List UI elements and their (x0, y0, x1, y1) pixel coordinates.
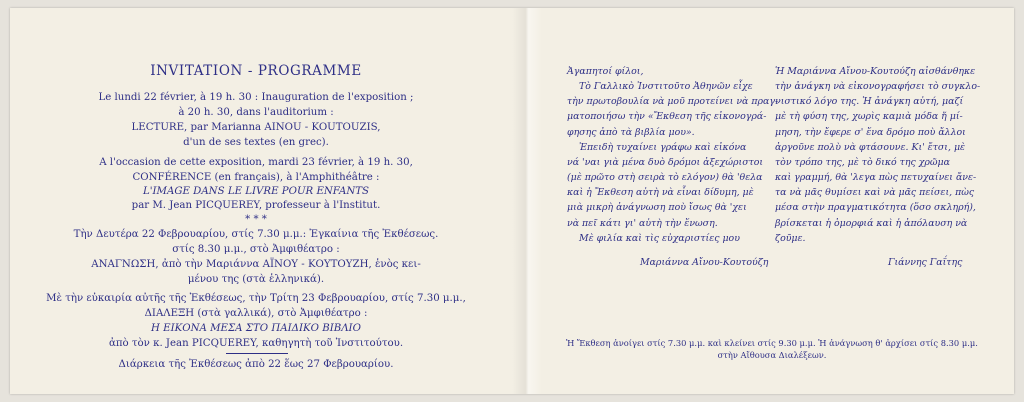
letter-column (567, 64, 778, 246)
gr-line-7: Η ΕΙΚΟΝΑ ΜΕΣΑ ΣΤΟ ΠΑΙΔΙΚΟ ΒΙΒΛΙΟ (151, 323, 361, 334)
invitation-card (10, 8, 1014, 394)
critique-line: μηση, τὴν ἔφερε σ' ἕνα δρόμο ποὺ ἄλλοι (775, 126, 966, 138)
critique-line: τὸν τρόπο της, μὲ τὸ δικό της χρῶμα (775, 156, 950, 168)
fr-line-7: L'IMAGE DANS LE LIVRE POUR ENFANTS (142, 186, 370, 197)
gr-duration: Διάρκεια τῆς Ἐκθέσεως ἀπὸ 22 ἕως 27 Φεβρουαρίου. (118, 359, 394, 370)
signature-marianna: Μαριάννα Αἴνου-Κουτούζη (640, 257, 769, 268)
fr-line-1: Le lundi 22 février, à 19 h. 30 : Inauguration de l'exposition ; (98, 92, 414, 103)
critique-line: μὲ τὴ φύση της, χωρὶς καμιὰ μόδα ἤ μί- (775, 111, 963, 123)
letter-line: Ἀγαπητοί φίλοι, (567, 66, 644, 77)
card-fold (512, 8, 542, 394)
fr-line-6: CONFÉRENCE (en français), à l'Amphithéâtre : (132, 172, 380, 183)
fr-line-5: A l'occasion de cette exposition, mardi 23 février, à 19 h. 30, (99, 157, 413, 168)
programme-title: INVITATION - PROGRAMME (150, 63, 362, 79)
letter-line: Τὸ Γαλλικὸ Ἰνστιτοῦτο Ἀθηνῶν εἶχε (579, 81, 753, 93)
critique-line: τα νὰ μᾶς θυμίσει καὶ νὰ μᾶς πείσει, πὼς (775, 187, 975, 199)
letter-line: νὰ πεῖ κάτι γι' αὐτὴ τὴν ἕνωση. (567, 217, 718, 229)
letter-line: νά 'ναι γιὰ μένα δυὸ δρόμοι ἀξεχώριστοι (567, 156, 764, 168)
gr-line-1: Τὴν Δευτέρα 22 Φεβρουαρίου, στίς 7.30 μ.μ.: Ἐγκαίνια τῆς Ἐκθέσεως. (73, 229, 439, 240)
divider-rule (226, 353, 288, 354)
critique-line: νιστικό λόγο της. Ἡ ἀνάγκη αὐτή, μαζί (775, 96, 964, 108)
letter-line: (μὲ πρῶτο στὴ σειρὰ τὸ ελόγον) θὰ 'θελα (567, 172, 763, 184)
letter-line: ματοποιήσω τὴν «Ἔκθεση τῆς εἰκονογρά- (567, 111, 767, 123)
letter-line: Ἐπειδὴ τυχαίνει γράφω καὶ εἰκόνα (579, 141, 747, 153)
footnote-line-1: Ἡ Ἔκθεση ἀνοίγει στίς 7.30 μ.μ. καὶ κλείνει στίς 9.30 μ.μ. Ἡ ἀνάγνωση θ' ἀρχίσει στίς 8.30 μ.μ. (566, 338, 978, 348)
letter-line: τὴν πρωτοβουλία νὰ μοῦ προτείνει νὰ πραγ- (567, 96, 779, 108)
letter-line: καὶ ἡ Ἔκθεση αὐτὴ νὰ εἶναι δίδυμη, μὲ (567, 187, 754, 199)
separator-stars: * * * (245, 214, 267, 225)
gr-line-4: μένου της (στὰ ἑλληνικά). (187, 274, 325, 285)
gr-line-3: ΑΝΑΓΝΩΣΗ, ἀπὸ τὴν Μαριάννα ΑΪΝΟΥ - ΚΟΥΤΟΥΖΗ, ἑνὸς κει- (91, 259, 421, 270)
fr-line-8: par M. Jean PICQUEREY, professeur à l'Institut. (131, 200, 381, 211)
gr-line-2: στίς 8.30 μ.μ., στὸ Ἀμφιθέατρο : (172, 244, 340, 255)
critique-column (775, 64, 980, 246)
critique-line: ἀργοῦνε πολὺ νὰ φτάσουνε. Κι' ἔτσι, μὲ (775, 141, 966, 153)
letter-line: φησης ἀπὸ τὰ βιβλία μου». (567, 126, 695, 138)
critique-line: μέσα στὴν πραγματικότητα (ὅσο σκληρή), (775, 202, 976, 214)
critique-line: Ἡ Μαριάννα Αἴνου-Κουτούζη αἰσθάνθηκε (775, 66, 976, 77)
gr-line-8: ἀπὸ τὸν κ. Jean PICQUEREY, καθηγητὴ τοῦ Ἰνστιτούτου. (108, 338, 404, 349)
letter-line: Μὲ φιλία καὶ τὶς εὐχαριστίες μου (579, 232, 740, 244)
gr-line-5: Μὲ τὴν εὐκαιρία αὐτῆς τῆς Ἐκθέσεως, τὴν Τρίτη 23 Φεβρουαρίου, στίς 7.30 μ.μ., (46, 293, 466, 304)
fr-line-3: LECTURE, par Marianna AINOU - KOUTOUZIS, (131, 122, 381, 133)
critique-line: ζοῦμε. (775, 232, 806, 244)
gr-line-6: ΔΙΑΛΕΞΗ (στὰ γαλλικά), στὸ Ἀμφιθέατρο : (144, 308, 368, 319)
fr-line-2: à 20 h. 30, dans l'auditorium : (178, 107, 334, 118)
signature-gaitis: Γιάννης Γαΐτης (888, 257, 963, 268)
critique-line: βρίσκεται ἡ ὁμορφιά καὶ ἡ ἀπόλαυση νὰ (775, 217, 968, 229)
footnote-line-2: στὴν Αἴθουσα Διαλέξεων. (717, 350, 827, 360)
letter-line: μιὰ μικρὴ ἀνάγνωση ποὺ ἴσως θὰ 'χει (567, 202, 747, 214)
fr-line-4: d'un de ses textes (en grec). (183, 137, 329, 148)
critique-line: τὴν ἀνάγκη νὰ εἰκονογραφήσει τὸ συγκλο- (775, 81, 981, 93)
critique-line: καὶ γραμμή, θὰ 'λεγα πὼς πετυχαίνει ἄνε- (775, 172, 977, 184)
